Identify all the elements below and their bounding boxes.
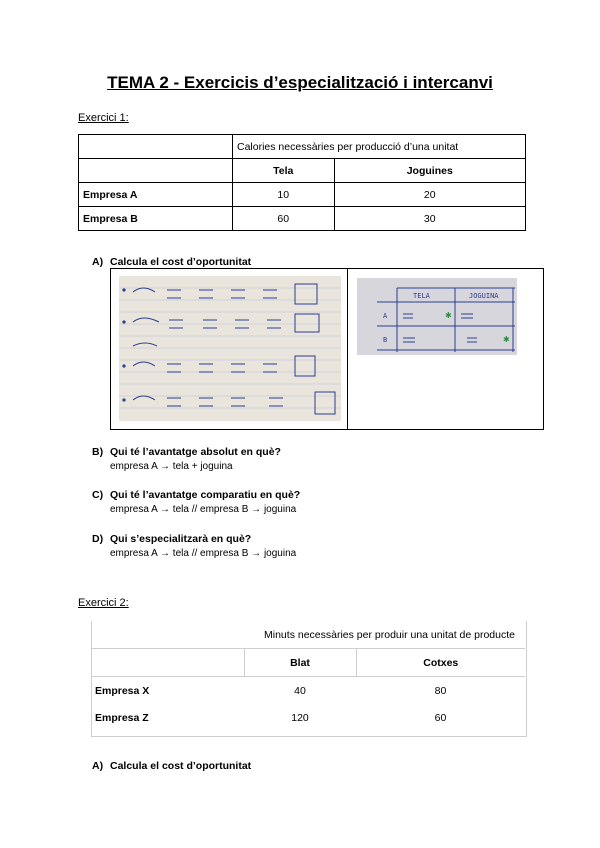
question-c: C) Qui té l’avantatge comparatiu en què? [92,489,301,501]
question-d: D) Qui s’especialitzarà en què? [92,533,252,545]
table-row [91,704,525,731]
table-caption: Calories necessàries per producció d’una unitat [233,135,526,159]
answer-d: empresa A → tela // empresa B → joguina [110,548,297,559]
table-row [79,135,526,159]
grid-row-label: A [383,312,388,320]
question-b: B) Qui té l’avantatge absolut en què? [92,446,281,458]
exercise2-label: Exercici 2: [78,597,129,609]
table-row [91,677,525,705]
table-row [91,649,525,677]
grid-row-label: B [383,336,388,344]
page-title [0,73,600,93]
star-icon: ✱ [503,335,510,344]
answer-photos [110,268,544,430]
notes-lines [119,276,341,421]
row-header: Empresa A [79,183,233,207]
table-cell: 10 [233,183,335,207]
table-row [91,621,525,649]
table-row [79,207,526,231]
row-header: Empresa X [95,684,150,697]
answer-b: empresa A → tela + joguina [110,461,233,472]
exercise1-label: Exercici 1: [78,112,129,124]
table-row [79,183,526,207]
exercise1-table [78,134,526,231]
divider [347,269,348,429]
answer-c: empresa A → tela // empresa B → joguina [110,504,297,515]
table-cell: 30 [334,207,525,231]
column-header: Joguines [334,159,525,183]
grid-header: TELA [413,292,430,300]
column-header: Tela [233,159,335,183]
table-cell: 80 [434,684,447,697]
row-header: Empresa Z [95,711,149,724]
table-caption: Minuts necessàries per produir una unitat de producte [264,628,515,641]
exercise2-table [91,621,525,731]
column-header: Cotxes [356,649,525,677]
row-header: Empresa B [79,207,233,231]
grid-header: JOGUINA [469,292,499,300]
table-cell: 60 [233,207,335,231]
handwritten-grid-photo [357,278,517,355]
table-row [79,159,526,183]
question-a: A) Calcula el cost d’oportunitat [92,256,252,268]
handwritten-notes-photo [119,276,341,421]
table-cell: 120 [291,711,309,724]
page-title-text: TEMA 2 - Exercicis d’especialització i intercanvi [107,73,493,92]
exercise2-question-a: A) Calcula el cost d’oportunitat [92,760,252,772]
star-icon: ✱ [445,311,452,320]
table-cell: 20 [334,183,525,207]
table-cell: 40 [294,684,306,697]
grid-lines [357,278,517,355]
table-cell: 60 [434,711,447,724]
column-header: Blat [244,649,356,677]
